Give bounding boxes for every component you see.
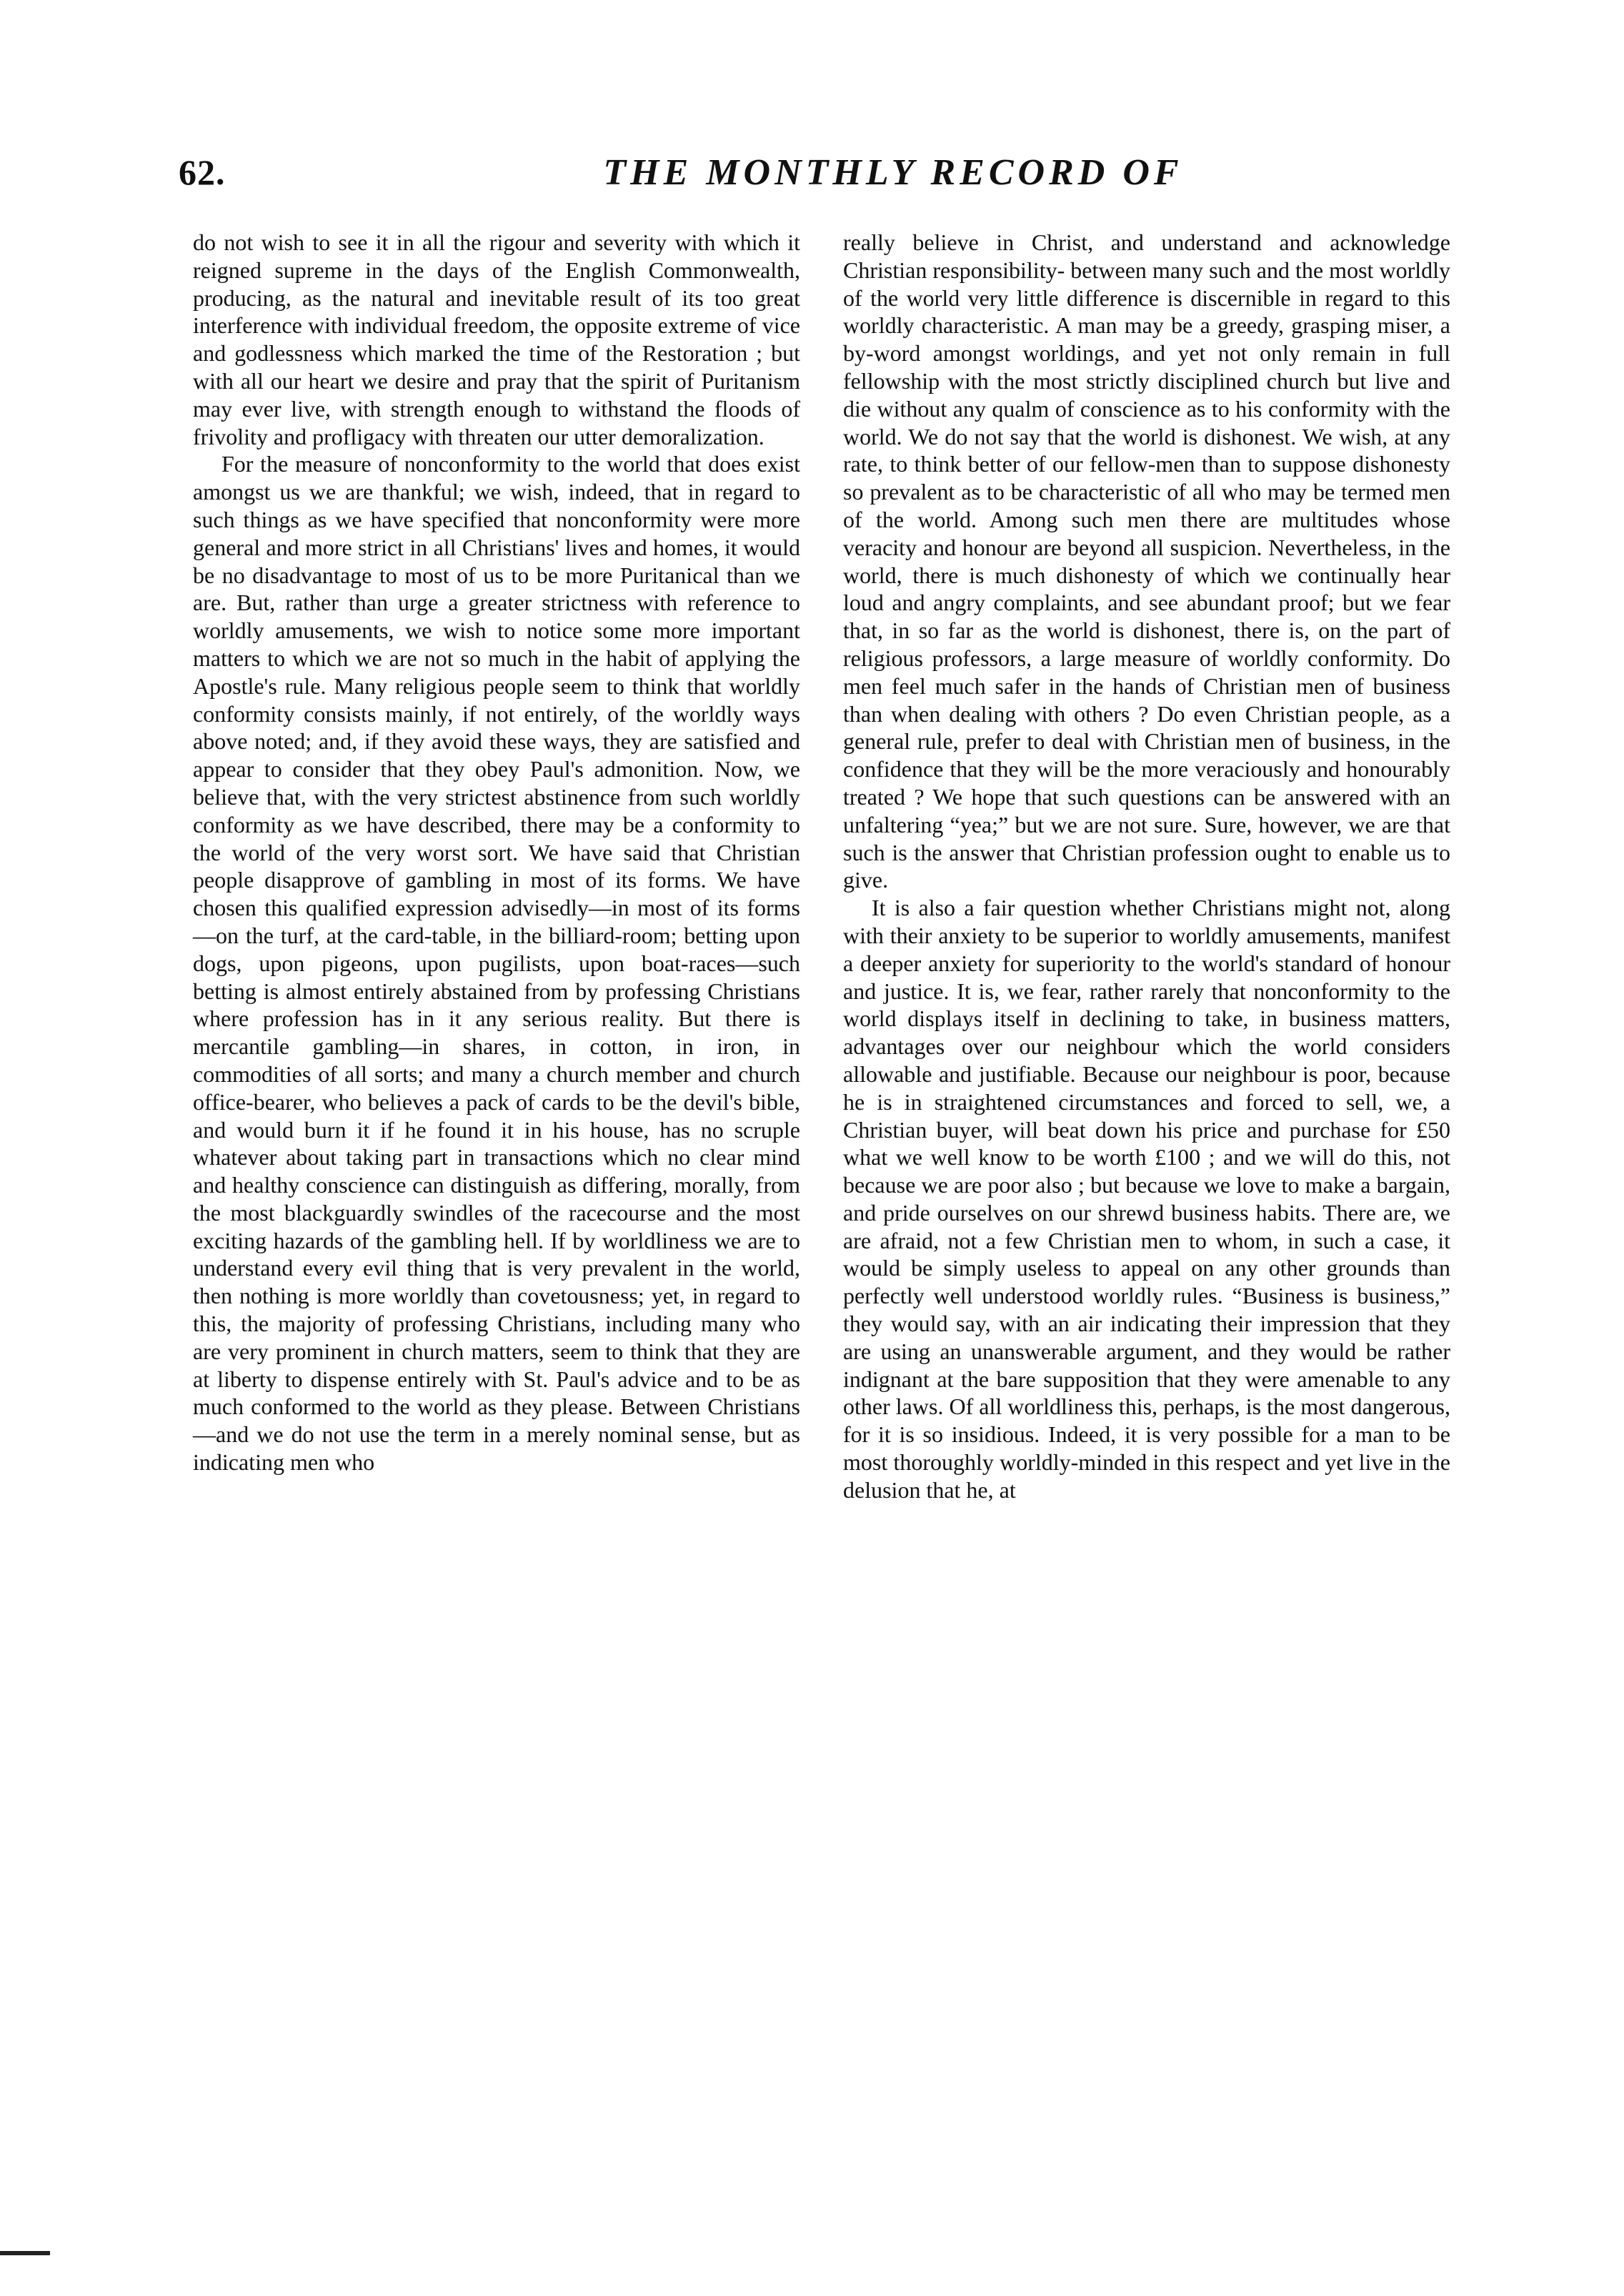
paragraph: really believe in Christ, and understand and acknowledge Christian responsibility- between many such and the most worldly of the world very little difference is discernible in regard to this worldly characteristic. A man may be a greedy, grasping miser, a by-word amongst worldings, and yet not only remain in full fellowship with the most strictly disciplined church but live and die without any qualm of conscience as to his conformity with the world. We do not say that the world is dishonest. We wish, at any rate, to think better of our fellow-men than to suppose dishonesty so prevalent as to be characteristic of all who may be termed men of the world. Among such men there are multitudes whose veracity and honour are beyond all suspicion. Nevertheless, in the world, there is much dishonesty of which we continually hear loud and angry complaints, and see abundant proof; but we fear that, in so far as the world is dishonest, there is, on the part of religious professors, a large measure of worldly conformity. Do men feel much safer in the hands of Christian men of business than when dealing with others ? Do even Christian people, as a general rule, prefer to deal with Christian men of business, in the confidence that they will be the more veraciously and honourably treated ? We hope that such questions can be answered with an unfaltering “yea;” but we are not sure. Sure, however, we are that such is the answer that Christian profession ought to enable us to give. (843, 229, 1450, 893)
running-title: THE MONTHLY RECORD OF (603, 152, 1183, 193)
left-column (193, 229, 800, 1476)
paragraph: do not wish to see it in all the rigour and severity with which it reigned supreme in the days of the English Commonwealth, producing, as the natural and inevitable result of its too great interference with individual freedom, the opposite extreme of vice and godlessness which marked the time of the Restoration ; but with all our heart we desire and pray that the spirit of Puritanism may ever live, with strength enough to withstand the floods of frivolity and profligacy with threaten our utter demoralization. (193, 229, 800, 449)
paragraph: For the measure of nonconformity to the world that does exist amongst us we are thankful; we wish, indeed, that in regard to such things as we have specified that nonconformity were more general and more strict in all Christians' lives and homes, it would be no disadvantage to most of us to be more Puritanical than we are. But, rather than urge a greater strictness with reference to worldly amusements, we wish to notice some more important matters to which we are not so much in the habit of applying the Apostle's rule. Many religious people seem to think that worldly conformity consists mainly, if not entirely, of the worldly ways above noted; and, if they avoid these ways, they are satisfied and appear to consider that they obey Paul's admonition. Now, we believe that, with the very strictest abstinence from such worldly conformity as we have described, there may be a conformity to the world of the very worst sort. We have said that Christian people disapprove of gambling in most of its forms. We have chosen this qualified expression advisedly—in most of its forms —on the turf, at the card-table, in the billiard-room; betting upon dogs, upon pigeons, upon pugilists, upon boat-races—such betting is almost entirely abstained from by professing Christians where profession has in it any serious reality. But there is mercantile gambling—in shares, in cotton, in iron, in commodities of all sorts; and many a church member and church office-bearer, who believes a pack of cards to be the devil's bible, and would burn it if he found it in his house, has no scruple whatever about taking part in transactions which no clear mind and healthy conscience can distinguish as differing, morally, from the most blackguardly swindles of the racecourse and the most exciting hazards of the gambling hell. If by worldliness we are to understand every evil thing that is very prevalent in the world, then nothing is more worldly than covetousness; yet, in regard to this, the majority of professing Christians, including many who are very prominent in church matters, seem to think that they are at liberty to dispense entirely with St. Paul's advice and to be as much conformed to the world as they please. Between Christians —and we do not use the term in a merely nominal sense, but as indicating men who (193, 451, 800, 1476)
page-header (179, 151, 1465, 209)
page-edge-mark (0, 2251, 50, 2255)
right-column (843, 229, 1450, 1504)
paragraph: It is also a fair question whether Christians might not, along with their anxiety to be superior to worldly amusements, manifest a deeper anxiety for superiority to the world's standard of honour and justice. It is, we fear, rather rarely that nonconformity to the world displays itself in declining to take, in business matters, advantages over our neighbour which the world considers allowable and justifiable. Because our neighbour is poor, because he is in straightened circumstances and forced to sell, we, a Christian buyer, will beat down his price and purchase for £50 what we well know to be worth £100 ; and we will do this, not because we are poor also ; but because we love to make a bargain, and pride ourselves on our shrewd business habits. There are, we are afraid, not a few Christian men to whom, in such a case, it would be simply useless to appeal on any other grounds than perfectly well understood worldly rules. “Business is business,” they would say, with an air indicating their impression that they are using an unanswerable argument, and they would be rather indignant at the bare supposition that they were amenable to any other laws. Of all worldliness this, perhaps, is the most dangerous, for it is so insidious. Indeed, it is very possible for a man to be most thoroughly worldly-minded in this respect and yet live in the delusion that he, at (843, 895, 1450, 1503)
page-number: 62. (179, 152, 226, 192)
